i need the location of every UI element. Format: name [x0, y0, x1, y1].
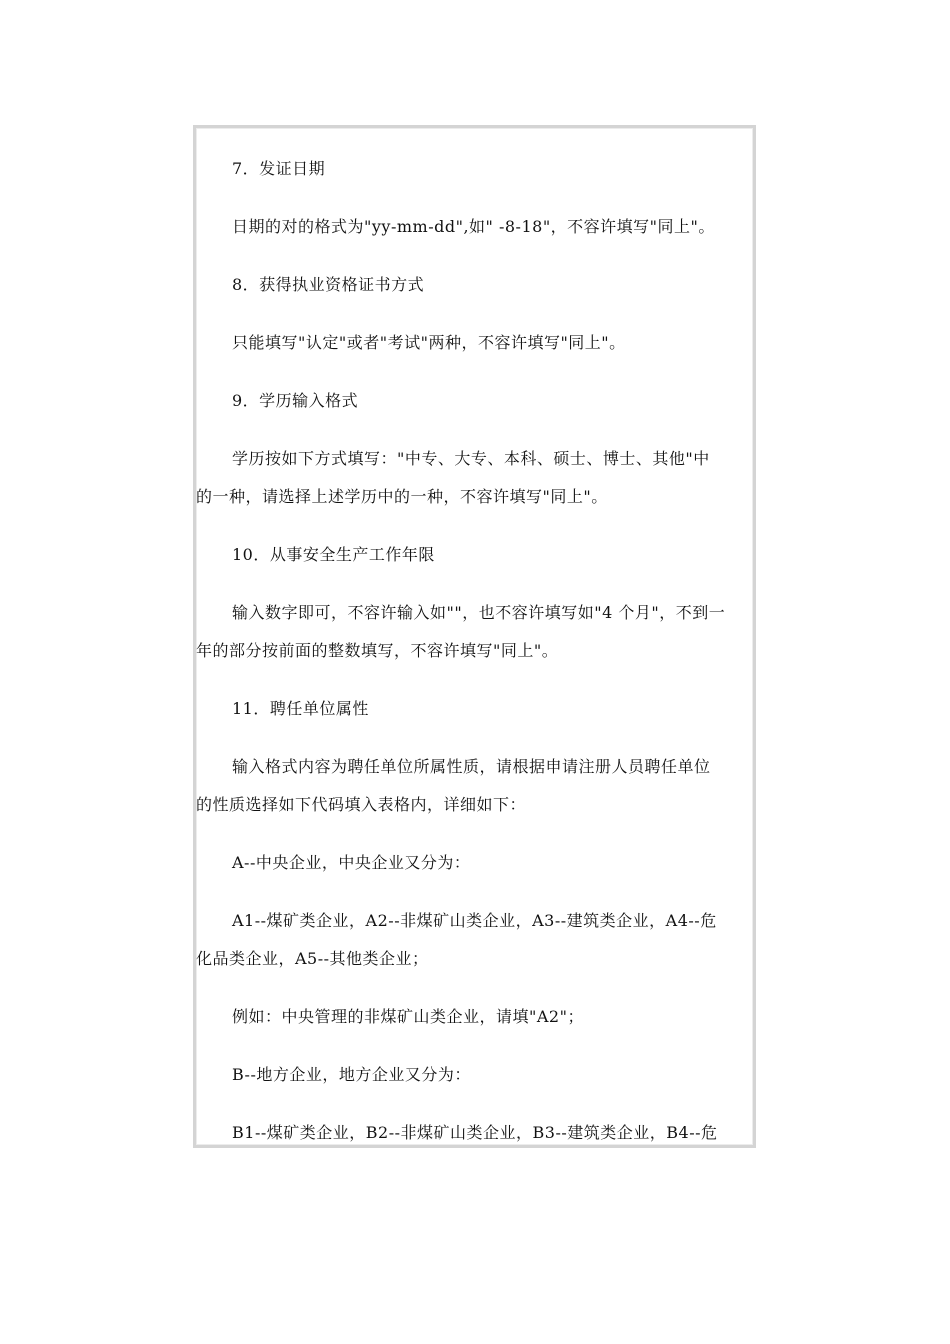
text-line: 学历按如下方式填写："中专、大专、本科、硕士、博士、其他"中	[232, 449, 710, 468]
text-line: 只能填写"认定"或者"考试"两种，不容许填写"同上"。	[232, 333, 626, 352]
document-frame	[193, 125, 756, 1148]
paragraph-gap	[196, 304, 753, 324]
paragraph-gap	[196, 728, 753, 748]
text-line: 化品类企业，A5--其他类企业；	[196, 949, 429, 968]
text-line: 年的部分按前面的整数填写，不容许填写"同上"。	[196, 641, 559, 660]
document-content	[196, 150, 753, 1148]
paragraph-gap	[196, 824, 753, 844]
text-line: 9．学历输入格式	[232, 391, 359, 410]
paragraph-gap	[196, 362, 753, 382]
text-line: A--中央企业，中央企业又分为：	[232, 853, 471, 872]
text-line: 例如：中央管理的非煤矿山类企业，请填"A2"；	[232, 1007, 584, 1026]
section-heading	[196, 266, 753, 304]
body-paragraph	[196, 324, 753, 362]
text-line: 10．从事安全生产工作年限	[232, 545, 435, 564]
paragraph-gap	[196, 670, 753, 690]
section-heading	[196, 536, 753, 574]
paragraph-gap	[196, 516, 753, 536]
text-line: 11．聘任单位属性	[232, 699, 369, 718]
section-heading	[196, 382, 753, 420]
body-paragraph	[196, 594, 753, 670]
paragraph-gap	[196, 420, 753, 440]
section-heading	[196, 690, 753, 728]
body-paragraph	[196, 902, 753, 978]
paragraph-gap	[196, 1094, 753, 1114]
paragraph-gap	[196, 882, 753, 902]
text-line: B--地方企业，地方企业又分为：	[232, 1065, 471, 1084]
text-line: A1--煤矿类企业，A2--非煤矿山类企业，A3--建筑类企业，A4--危	[232, 911, 717, 930]
body-paragraph	[196, 1114, 753, 1148]
body-paragraph	[196, 1056, 753, 1094]
paragraph-gap	[196, 574, 753, 594]
paragraph-gap	[196, 978, 753, 998]
body-paragraph	[196, 844, 753, 882]
text-line: 的一种，请选择上述学历中的一种，不容许填写"同上"。	[196, 487, 608, 506]
section-heading	[196, 150, 753, 188]
text-line: B1--煤矿类企业，B2--非煤矿山类企业，B3--建筑类企业，B4--危	[232, 1123, 718, 1142]
text-line: 的性质选择如下代码填入表格内，详细如下：	[196, 795, 527, 814]
text-line: 输入格式内容为聘任单位所属性质，请根据申请注册人员聘任单位	[232, 757, 711, 776]
text-line: 输入数字即可，不容许输入如""，也不容许填写如"4 个月"，不到一	[232, 603, 726, 622]
body-paragraph	[196, 208, 753, 246]
text-line: 日期的对的格式为"yy-mm-dd",如" -8-18"，不容许填写"同上"。	[232, 217, 715, 236]
body-paragraph	[196, 440, 753, 516]
paragraph-gap	[196, 246, 753, 266]
paragraph-gap	[196, 188, 753, 208]
body-paragraph	[196, 998, 753, 1036]
text-line: 8．获得执业资格证书方式	[232, 275, 425, 294]
body-paragraph	[196, 748, 753, 824]
text-line: 7．发证日期	[232, 159, 326, 178]
paragraph-gap	[196, 1036, 753, 1056]
